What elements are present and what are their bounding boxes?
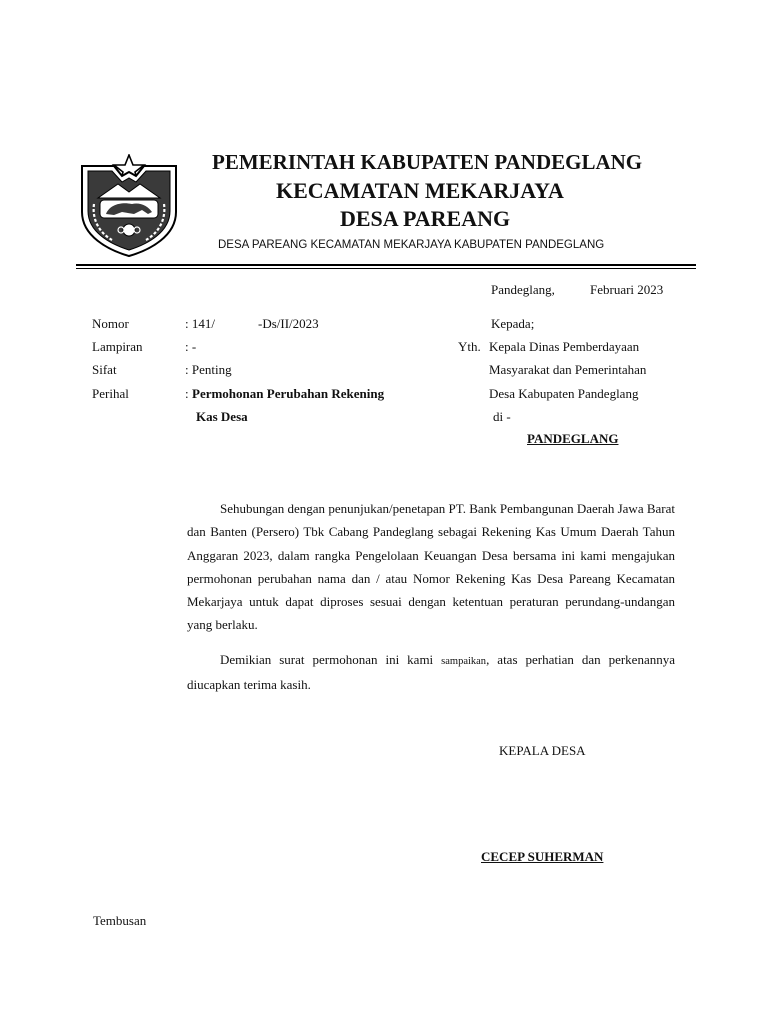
tembusan-label: Tembusan [93, 913, 147, 928]
paragraph-2-start: Demikian surat permohonan ini kami [220, 652, 434, 667]
date-text: Februari 2023 [590, 282, 664, 297]
recipient-city: PANDEGLANG [527, 431, 619, 446]
header-government-title: PEMERINTAH KABUPATEN PANDEGLANG [212, 150, 643, 174]
header-divider-thin [76, 268, 696, 269]
perihal-colon: : [185, 386, 189, 401]
sifat-value: : Penting [185, 362, 232, 377]
nomor-value-prefix: : 141/ [185, 316, 215, 331]
recipient-kepada: Kepada; [491, 316, 535, 331]
paragraph-2-end: , atas perhatian dan perkenannya diucapkan terima kasih. [187, 652, 675, 693]
perihal-value-line1: Permohonan Perubahan Rekening [192, 386, 385, 401]
sifat-label: Sifat [92, 362, 117, 377]
shield-emblem-icon [78, 154, 180, 258]
signature-title: KEPALA DESA [499, 743, 586, 758]
perihal-label: Perihal [92, 386, 129, 401]
header-divider-thick [76, 264, 696, 266]
letter-body-paragraph-2 [187, 648, 675, 697]
header-district-title: KECAMATAN MEKARJAYA [276, 178, 564, 203]
recipient-yth: Yth. [458, 339, 481, 354]
perihal-value-line2: Kas Desa [196, 409, 248, 424]
nomor-value-suffix: -Ds/II/2023 [258, 316, 319, 331]
signature-name: CECEP SUHERMAN [481, 849, 604, 864]
recipient-di: di - [493, 409, 511, 424]
paragraph-1-text: Sehubungan dengan penunjukan/penetapan PT. Bank Pembangunan Daerah Jawa Barat dan Banten (Persero) Tbk Cabang Pandeglang sebagai Rekening Kas Umum Daerah Tahun Anggaran 2023, dalam rangka Pengelolaan Keuangan Desa bersama ini kami mengajukan permohonan perubahan nama dan / atau Nomor Rekening Kas Desa Pareang Kecamatan Mekarjaya untuk dapat diproses sesuai dengan ketentuan peraturan perundang-undangan yang berlaku. [187, 501, 675, 633]
paragraph-2-sampaikan: sampaikan [441, 656, 487, 667]
recipient-line1: Kepala Dinas Pemberdayaan [489, 339, 640, 354]
nomor-label: Nomor [92, 316, 129, 331]
recipient-line3: Desa Kabupaten Pandeglang [489, 386, 639, 401]
regency-emblem-logo [78, 154, 180, 258]
lampiran-value: : - [185, 339, 197, 354]
lampiran-label: Lampiran [92, 339, 143, 354]
header-address: DESA PAREANG KECAMATAN MEKARJAYA KABUPATEN PANDEGLANG [218, 239, 605, 251]
place-text: Pandeglang, [491, 282, 555, 297]
letter-body-paragraph-1 [187, 497, 675, 637]
recipient-line2: Masyarakat dan Pemerintahan [489, 362, 647, 377]
paragraph-2-text [187, 648, 675, 697]
header-village-title: DESA PAREANG [340, 206, 511, 231]
